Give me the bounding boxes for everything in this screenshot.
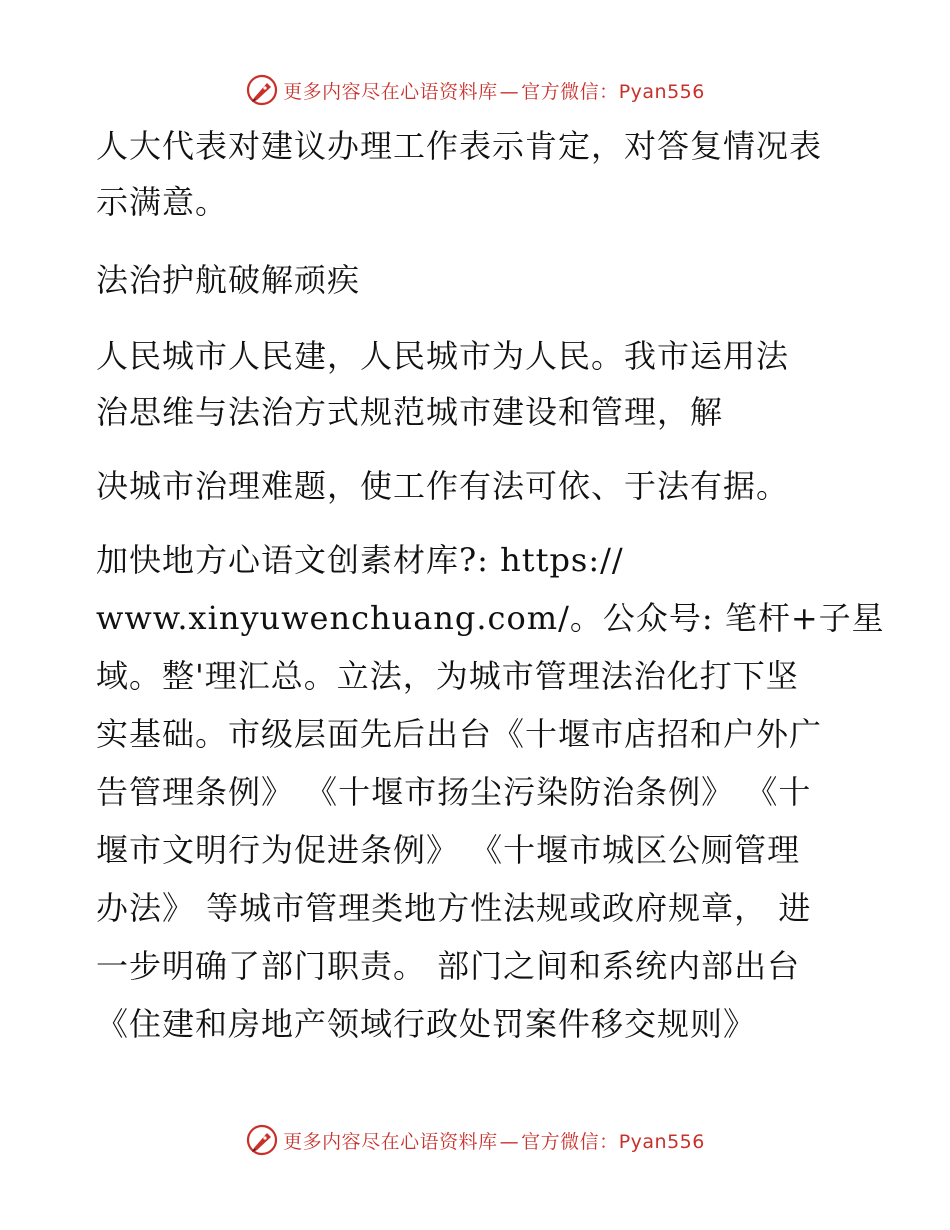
body-line-5: 治思维与法治方式规范城市建设和管理，解 xyxy=(96,393,724,431)
watermark-brand: 更多内容尽在心语资料库 xyxy=(283,80,498,103)
body-line-2: 示满意。 xyxy=(96,183,229,221)
pen-nib-logo-icon xyxy=(245,73,279,107)
body-line-1: 人大代表对建议办理工作表示肯定，对答复情况表 xyxy=(96,127,823,165)
body-line-6: 决城市治理难题，使工作有法可依、于法有据。 xyxy=(96,467,790,505)
watermark-contact-id: Pyan556 xyxy=(618,1130,705,1153)
section-heading: 法治护航破解顽疾 xyxy=(96,261,361,299)
watermark-separator: — xyxy=(499,1130,520,1153)
body-line-9: 域。整'理汇总。立法，为城市管理法治化打下坚 xyxy=(96,657,799,695)
watermark-contact-prefix: 官方微信： xyxy=(521,1130,619,1153)
watermark-brand: 更多内容尽在心语资料库 xyxy=(283,1130,498,1153)
watermark-separator: — xyxy=(499,80,520,103)
body-line-11: 告管理条例》 《十堰市扬尘污染防治条例》 《十 xyxy=(96,773,812,811)
body-line-15: 《住建和房地产领域行政处罚案件移交规则》 xyxy=(96,1005,757,1043)
watermark-contact-id: Pyan556 xyxy=(618,80,705,103)
body-line-4: 人民城市人民建，人民城市为人民。我市运用法 xyxy=(96,337,790,375)
body-line-12: 堰市文明行为促进条例》 《十堰市城区公厕管理 xyxy=(96,831,801,869)
body-line-10: 实基础。市级层面先后出台《十堰市店招和户外广 xyxy=(96,715,823,753)
body-line-8: www.xinyuwenchuang.com/。公众号: 笔杆+子星 xyxy=(96,599,885,637)
body-line-7: 加快地方心语文创素材库?: https:// xyxy=(96,541,624,579)
body-line-14: 一步明确了部门职责。 部门之间和系统内部出台 xyxy=(96,947,801,985)
footer-watermark xyxy=(0,1120,950,1160)
pen-nib-logo-icon xyxy=(245,1123,279,1157)
header-watermark xyxy=(0,70,950,110)
body-line-13: 办法》 等城市管理类地方性法规或政府规章， 进 xyxy=(96,889,812,927)
watermark-contact-prefix: 官方微信： xyxy=(521,80,619,103)
